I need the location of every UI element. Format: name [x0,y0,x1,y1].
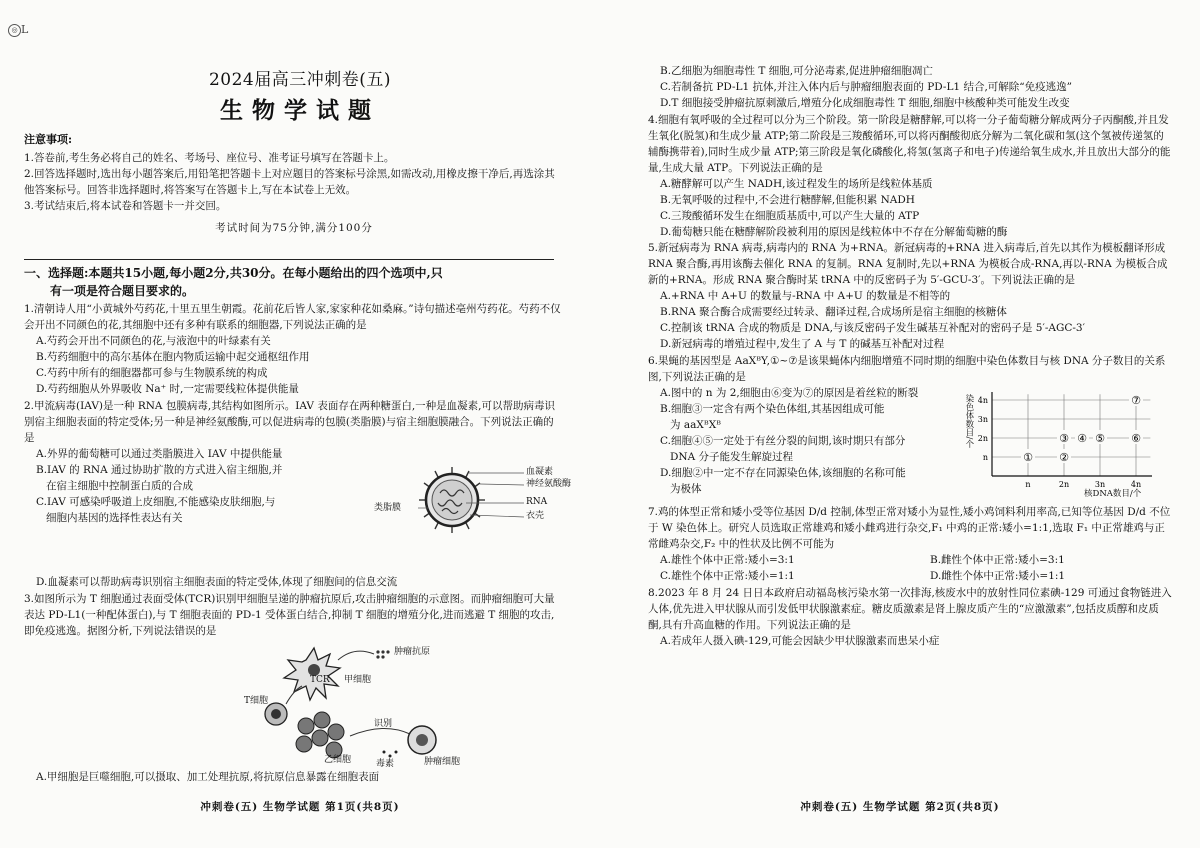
option-b-continued: 在宿主细胞中控制蛋白质的合成 [46,479,193,492]
option-b: B.无氧呼吸的过程中,不会进行糖酵解,但能积累 NADH [660,193,915,206]
option-a: A.图中的 n 为 2,细胞由⑥变为⑦的原因是着丝粒的断裂 [660,387,919,400]
tumor-cell-shape [408,726,436,754]
y-tick-label: 4n [977,396,988,406]
label-rna: RNA [526,497,548,507]
label-tcr: TCR [310,674,330,685]
option-a: A.+RNA 中 A+U 的数量与-RNA 中 A+U 的数量是不相等的 [660,290,951,303]
option-c-continued: DNA 分子能发生解旋过程 [670,450,794,463]
notice-item: 3.考试结束后,将本试卷和答题卡一并交回。 [24,199,227,212]
option-b: B.雌性个体中正常:矮小=3:1 [930,553,1065,566]
notice-item: 2.回答选择题时,选出每小题答案后,用铅笔把答题卡上对应题目的答案标号涂黑,如需改动,用橡皮擦干净后,再选涂其他答案标号。回答非选择题时,将答案写在答题卡上,写在本试卷上无效。 [24,167,555,196]
option-c: C.若制备抗 PD-L1 抗体,并注入体内后与肿瘤细胞表面的 PD-L1 结合,可解除“免疫逃逸” [660,80,1073,93]
graph-grid [992,394,1150,476]
question-3-continued [648,64,1172,112]
option-b: B.细胞③一定含有两个染色体组,其基因组成可能 [660,403,885,416]
q6-wrapped-options [648,386,962,504]
option-d: D.葡萄糖只能在糖酵解阶段被利用的原因是线粒体中不存在分解葡萄糖的酶 [660,225,1008,238]
question-stem: 3.如图所示为 T 细胞通过表面受体(TCR)识别甲细胞呈递的肿瘤抗原后,攻击肿瘤细胞的示意图。而肿瘤细胞可大量表达 PD-L1(一种配体蛋白),与 T 细胞表面的 PD-1 受体蛋白结合,抑制 T 细胞的增殖分化,进而逃避 T 细胞的攻击,即免疫逃逸。据图分析,下列说法错误的是 [24,592,555,637]
q7-options-grid [660,553,1172,585]
question-stem: 4.细胞有氧呼吸的全过程可以分为三个阶段。第一阶段是糖酵解,可以将一分子葡萄糖分解成两分子丙酮酸,并且发生氧化(脱氢)和生成少量 ATP;第二阶段是三羧酸循环,可以将丙酮酸彻底分解为二氧化碳和氢(这个氢被传递氢的辅酶携带着),同时生成少量 ATP;第三阶段是氧化磷酸化,将氢(氢离子和电子)传递给氧生成水,并且放出大部分的能量,生成大量 ATP。下列说法正确的是 [648,113,1171,174]
option-c: C.雄性个体中正常:矮小=1:1 [660,569,795,582]
option-a: A.外界的葡萄糖可以通过类脂膜进入 IAV 中提供能量 [36,448,283,461]
question-6 [648,354,1172,504]
option-c: C.三羧酸循环发生在细胞质基质中,可以产生大量的 ATP [660,209,920,222]
exam-title: 2024届高三冲刺卷(五) [208,70,392,90]
question-1 [24,302,564,398]
cytotoxic-t-cell-cluster [296,712,344,758]
option-c: C.细胞④⑤一定处于有丝分裂的间期,该时期只有部分 [660,434,906,447]
y-tick-label: n [982,453,988,463]
q6-options-with-graph [648,386,1172,504]
graph-y-label: 染色体数目/个 [963,394,974,448]
option-b: B.乙细胞为细胞毒性 T 细胞,可分泌毒素,促进肿瘤细胞凋亡 [660,65,933,77]
option-d: D.芍药细胞从外界吸收 Na⁺ 时,一定需要线粒体提供能量 [36,383,299,396]
x-tick-label: n [1025,480,1031,490]
graph-point: ① [1023,451,1033,465]
option-c: C.芍药中所有的细胞器都可参与生物膜系统的构成 [36,367,268,380]
option-a: A.糖酵解可以产生 NADH,该过程发生的场所是线粒体基质 [660,177,933,190]
question-stem: 1.清朝诗人用“小黄城外芍药花,十里五里生朝霞。花前花后皆人家,家家种花如桑麻。”诗句描述亳州芍药花。芍药不仅会开出不同颜色的花,其细胞中还有多种有联系的细胞器,下列说法正确的是 [24,303,561,332]
notice-block [24,132,564,236]
influenza-virus-diagram [374,463,572,575]
option-d: D.T 细胞接受肿瘤抗原刺激后,增殖分化成细胞毒性 T 细胞,细胞中核酸种类可能发生改变 [660,96,1070,109]
graph-point: ⑤ [1095,432,1105,446]
label-capsid: 衣壳 [526,511,545,521]
chromosome-dna-graph [962,386,1172,504]
section-heading-line: 一、选择题:本题共15小题,每小题2分,共30分。在每小题给出的四个选项中,只 [24,266,443,280]
x-tick-label: 4n [1130,480,1142,490]
section-divider [24,259,554,260]
label-hemagglutinin: 血凝素 [526,467,554,477]
graph-point: ② [1059,451,1069,465]
footer-page-1: 冲刺卷(五) 生物学试题 第1页(共8页) [200,801,400,813]
question-5 [648,241,1172,353]
option-b: B.IAV 的 RNA 通过协助扩散的方式进入宿主细胞,并 [36,464,283,476]
corner-logo-letter: L [21,23,29,36]
label-toxin: 毒素 [376,758,395,769]
publisher-seal-icon: ◎ [8,24,21,37]
option-d: D.细胞②中一定不存在同源染色体,该细胞的名称可能 [660,466,906,479]
question-stem: 5.新冠病毒为 RNA 病毒,病毒内的 RNA 为+RNA。新冠病毒的+RNA 进入病毒后,首先以其作为模板翻译形成 RNA 聚合酶,再用该酶去催化 RNA 的复制。RNA 复制时,先以+RNA 为模板合成-RNA,再以-RNA 为模板合成新的+RNA。形成 RNA 聚合酶时某 tRNA 中的反密码子为 5′-GCU-3′。下列说法正确的是 [648,242,1168,287]
option-b: B.芍药细胞中的高尔基体在胞内物质运输中起交通枢纽作用 [36,351,310,364]
footer-page-2: 冲刺卷(五) 生物学试题 第2页(共8页) [800,801,1000,813]
question-stem: 7.鸡的体型正常和矮小受等位基因 D/d 控制,体型正常对矮小为显性,矮小鸡饲料利用率高,已知等位基因 D/d 不位于 W 染色体上。研究人员选取正常雄鸡和矮小雌鸡进行杂交,F₁ 中鸡的正常:矮小=1:1,选取 F₁ 中正常雄鸡与正常雌鸡杂交,F₂ 中的性状及比例不可能为 [648,506,1171,550]
question-stem: 6.果蝇的基因型是 AaXᴮY,①~⑦是该果蝇体内细胞增殖不同时期的细胞中染色体数目与核 DNA 分子数目的关系图,下列说法正确的是 [648,355,1166,384]
label-t-cell: T细胞 [244,695,269,706]
tumor-antigen-dots [376,650,389,658]
label-tumor-cell: 肿瘤细胞 [424,756,461,767]
graph-points [1021,392,1143,464]
option-a: A.若成年人摄入碘-129,可能会因缺少甲状腺激素而患呆小症 [660,634,940,647]
left-page-body [24,264,572,787]
graph-x-label: 核DNA数目/个 [1084,489,1142,500]
x-tick-label: 2n [1058,480,1070,490]
graph-point: ⑥ [1131,432,1141,446]
chromosome-dna-graph-svg [962,386,1172,504]
graph-point: ④ [1077,432,1087,446]
option-c: C.IAV 可感染呼吸道上皮细胞,不能感染皮肤细胞,与 [36,495,276,508]
option-a: A.甲细胞是巨噬细胞,可以摄取、加工处理抗原,将抗原信息暴露在细胞表面 [36,770,380,783]
option-d: D.新冠病毒的增殖过程中,发生了 A 与 T 的碱基互补配对过程 [660,338,945,351]
option-d: D.雌性个体中正常:矮小=1:1 [930,569,1066,582]
exam-page-2 [600,0,1200,848]
exam-time-line: 考试时间为75分钟,满分100分 [215,221,373,234]
option-a: A.芍药会开出不同颜色的花,与液泡中的叶绿素有关 [36,335,271,348]
t-cell-immune-diagram [214,640,474,770]
option-c-continued: 细胞内基因的选择性表达有关 [46,511,183,524]
option-b-continued: 为 aaXᴮXᴮ [670,418,722,431]
corner-logo [8,22,28,39]
label-neuraminidase: 神经氨酸酶 [526,479,572,489]
option-d-continued: 为极体 [670,482,702,495]
label-cell-yi: 乙细胞 [324,754,352,765]
label-lipid-membrane: 类脂膜 [374,503,402,513]
option-b: B.RNA 聚合酶合成需要经过转录、翻译过程,合成场所是宿主细胞的核糖体 [660,306,1007,319]
x-tick-label: 3n [1094,480,1106,490]
question-7 [648,505,1172,585]
question-3 [24,592,564,786]
question-stem: 8.2023 年 8 月 24 日日本政府启动福岛核污染水第一次排海,核废水中的放射性同位素碘-129 可通过食物链进入人体,优先进入甲状腺从而引发低甲状腺激素症。糖皮质激素是肾上腺皮质产生的“应激激素”,包括皮质醇和皮质酮,具有升高血糖的作用。下列说法正确的是 [648,586,1172,631]
notice-item: 1.答卷前,考生务必将自己的姓名、考场号、座位号、准考证号填写在答题卡上。 [24,151,395,164]
antigen-arrow-shape [338,651,374,660]
toxin-dots [383,750,398,757]
q2-options-with-figure [24,463,572,575]
question-8 [648,586,1172,650]
label-recognize: 识别 [374,718,393,729]
graph-point: ③ [1059,432,1069,446]
y-tick-label: 2n [977,434,988,444]
right-page-body [648,64,1172,651]
label-cell-jia: 甲细胞 [344,674,372,685]
notice-heading: 注意事项: [24,133,73,146]
section-heading-line: 有一项是符合题目要求的。 [50,284,195,299]
t-cell-shape [265,703,287,725]
option-d: D.血凝素可以帮助病毒识别宿主细胞表面的特定受体,体现了细胞间的信息交流 [36,576,398,588]
graph-point: ⑦ [1131,394,1141,408]
question-2 [24,399,572,591]
y-tick-label: 3n [977,415,988,425]
option-a: A.雄性个体中正常:矮小=3:1 [660,553,795,566]
label-tumor-antigen: 肿瘤抗原 [394,646,431,657]
capsid-shape [432,480,472,520]
option-c: C.控制该 tRNA 合成的物质是 DNA,与该反密码子发生碱基互补配对的密码子是 5′-AGC-3′ [660,322,1085,335]
subject-title: 生物学试题 [220,97,380,124]
question-stem: 2.甲流病毒(IAV)是一种 RNA 包膜病毒,其结构如图所示。IAV 表面存在两种糖蛋白,一种是血凝素,可以帮助病毒识别宿主细胞表面的特定受体;另一种是神经氨酸酶,可以促进病毒的包膜(类脂膜)与宿主细胞膜融合。下列说法正确的是 [24,400,555,445]
q2-wrapped-options [24,463,374,575]
question-4 [648,113,1172,241]
section-heading [24,264,564,300]
